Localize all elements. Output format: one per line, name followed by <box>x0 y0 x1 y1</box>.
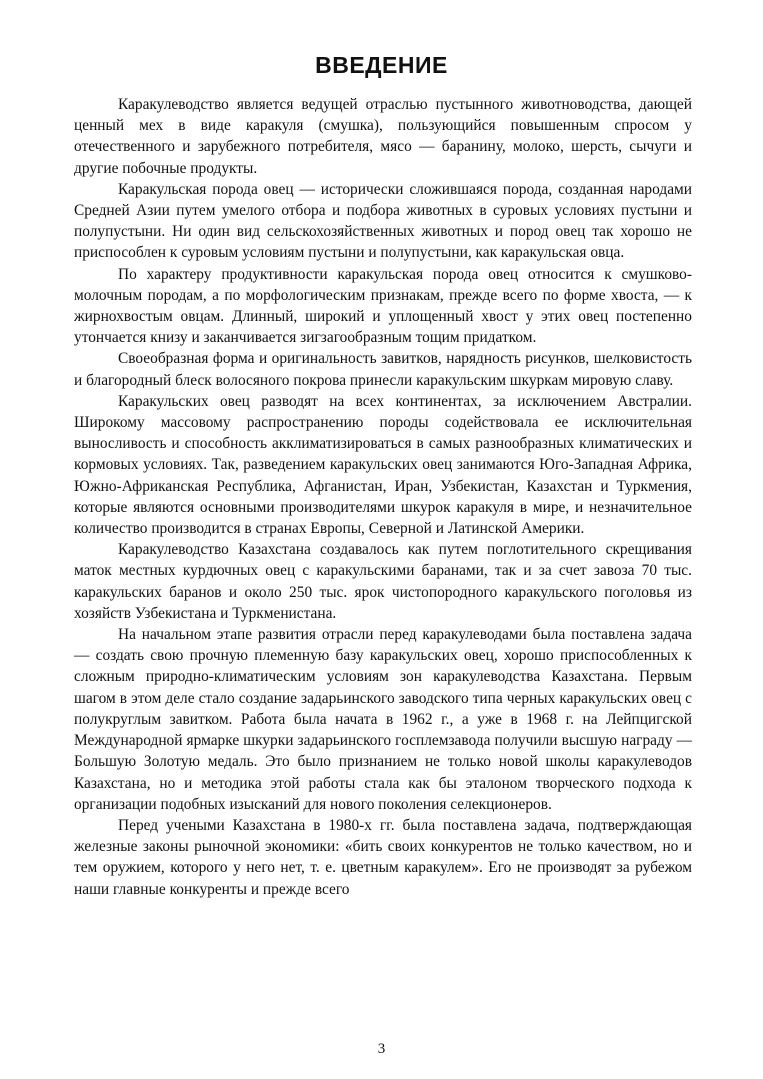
paragraph-6: Каракулеводство Казахстана создавалось как путем поглотительного скрещивания маток местных курдючных овец с каракульскими баранами, так и за счет завоза 70 тыс. каракульских баранов и около 250 тыс. ярок чистопородного каракульского поголовья из хозяйств Узбекистана и Туркменистана. <box>74 541 692 622</box>
paragraph-3: По характеру продуктивности каракульская порода овец относится к смушково-молочным породам, а по морфологическим признакам, прежде всего по форме хвоста, — к жирнохвостым овцам. Длинный, широкий и уплощенный хвост у этих овец постепенно утончается книзу и заканчивается зигзагообразным тощим придатком. <box>74 265 692 347</box>
paragraph-4: Своеобразная форма и оригинальность завитков, нарядность рисунков, шелковистость и благородный блеск волосяного покрова принесли каракульским шкуркам мировую славу. <box>74 350 692 389</box>
page-number: 3 <box>377 1041 386 1057</box>
paragraph-2: Каракульская порода овец — исторически сложившаяся порода, созданная народами Средней Азии путем умелого отбора и подбора животных в суровых условиях пустыни и полупустыни. Ни один вид сельскохозяйственных животных и пород овец так хорошо не приспособлен к суровым условиям пустыни и полупустыни, как каракульская овца. <box>74 180 692 262</box>
body-text <box>74 94 692 900</box>
paragraph-5: Каракульских овец разводят на всех континентах, за исключением Австралии. Широкому массовому распространению породы содействовала ее исключительная выносливость и способность акклиматизироваться в самых разнообразных климатических и кормовых условиях. Так, разведением каракульских овец занимаются Юго-Западная Африка, Южно-Африканская Республика, Афганистан, Иран, Узбекистан, Казахстан и Туркмения, которые являются основными производителями шкурок каракуля в мире, и незначительное количество производится в странах Европы, Северной и Латинской Америки. <box>74 392 692 538</box>
paragraph-7: На начальном этапе развития отрасли перед каракулеводами была поставлена задача — создать свою прочную племенную базу каракульских овец, хорошо приспособленных к сложным природно-климатическим условиям зон каракулеводства Казахстана. Первым шагом в этом деле стало создание задарьинского заводского типа черных каракульских овец с полукруглым завитком. Работа была начата в 1962 г., а уже в 1968 г. на Лейпцигской Международной ярмарке шкурки задарьинского госплемзавода получили высшую награду — Большую Золотую медаль. Это было признанием не только новой школы каракулеводов Казахстана, но и методика этой работы стала как бы эталоном творческого подхода к организации подобных изысканий для нового поколения селекционеров. <box>74 626 692 813</box>
paragraph-1: Каракулеводство является ведущей отраслью пустынного животноводства, дающей ценный мех в виде каракуля (смушка), пользующийся повышенным спросом у отечественного и зарубежного потребителя, мясо — баранину, молоко, шерсть, сычуги и другие побочные продукты. <box>74 96 692 177</box>
paragraph-8: Перед учеными Казахстана в 1980-х гг. была поставлена задача, подтверждающая железные законы рыночной экономики: «бить своих конкурентов не только качеством, но и тем оружием, которого у него нет, т. е. цветным каракулем». Его не производят за рубежом наши главные конкуренты и прежде всего <box>74 816 692 898</box>
page-title: ВВЕДЕНИЕ <box>315 52 448 78</box>
